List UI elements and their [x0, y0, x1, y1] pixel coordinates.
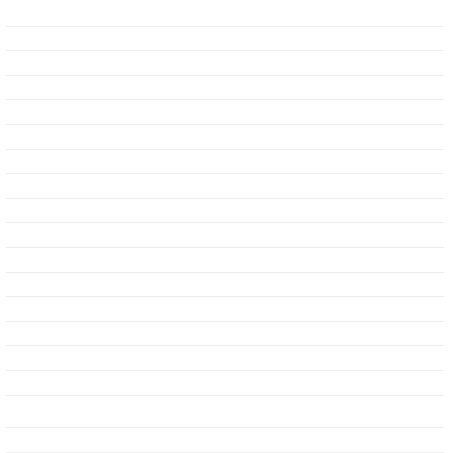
paragraph-gap: [6, 396, 444, 404]
text-line: [6, 199, 444, 224]
text-line: [6, 150, 444, 175]
text-line: [6, 346, 444, 371]
text-line: [6, 404, 444, 429]
text-line: [6, 76, 444, 101]
text-line: [6, 51, 444, 76]
document-page: [6, 2, 444, 438]
text-line: [6, 174, 444, 199]
paragraph-2: [6, 404, 444, 453]
text-line: [6, 273, 444, 298]
text-line: [6, 428, 444, 453]
text-line: [6, 322, 444, 347]
text-line: [6, 100, 444, 125]
text-line: [6, 371, 444, 396]
text-line: [6, 125, 444, 150]
text-line: [6, 297, 444, 322]
text-line: [6, 223, 444, 248]
paragraph-1: [6, 2, 444, 396]
text-line: [6, 27, 444, 52]
text-line: [6, 248, 444, 273]
text-line: [6, 2, 444, 27]
